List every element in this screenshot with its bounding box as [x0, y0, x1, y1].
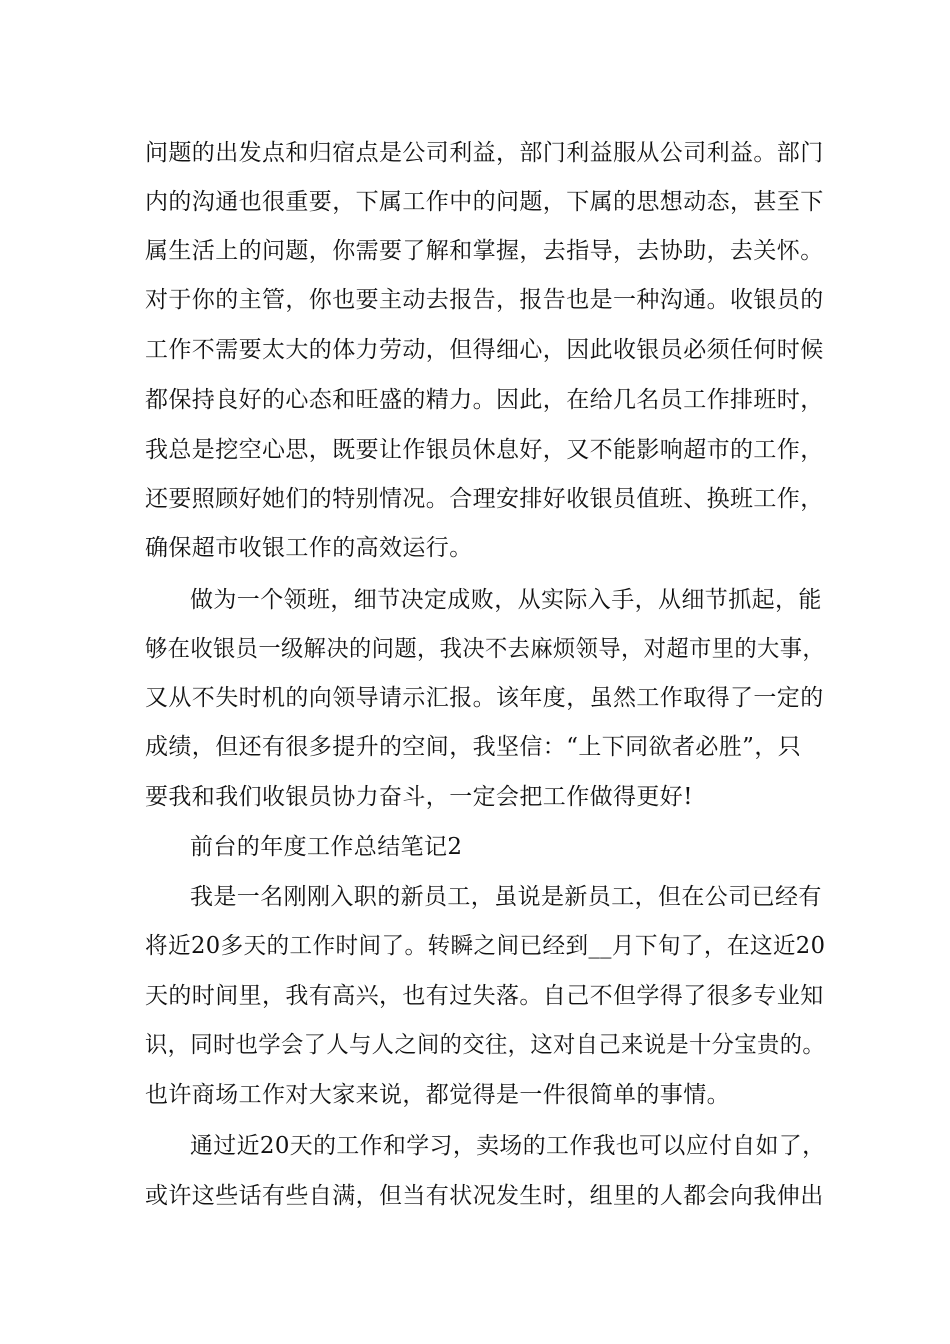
text-line: 将近20多天的工作时间了。转瞬之间已经到__月下旬了，在这近20: [145, 933, 826, 959]
text-line: 问题的出发点和归宿点是公司利益，部门利益服从公司利益。部门: [145, 140, 824, 166]
text-line: 我是一名刚刚入职的新员工，虽说是新员工，但在公司已经有: [190, 884, 822, 910]
section-heading: 前台的年度工作总结笔记2: [190, 834, 463, 860]
text-line: 或许这些话有些自满，但当有状况发生时，组里的人都会向我伸出: [145, 1183, 824, 1209]
text-line: 识，同时也学会了人与人之间的交往，这对自己来说是十分宝贵的。: [145, 1032, 826, 1058]
text-line: 成绩，但还有很多提升的空间，我坚信：“上下同欲者必胜”，只: [145, 734, 802, 760]
text-line: 天的时间里，我有高兴，也有过失落。自己不但学得了很多专业知: [145, 983, 824, 1009]
text-line: 对于你的主管，你也要主动去报告，报告也是一种沟通。收银员的: [145, 287, 824, 313]
text-line: 确保超市收银工作的高效运行。: [145, 535, 473, 561]
text-line: 又从不失时机的向领导请示汇报。该年度，虽然工作取得了一定的: [145, 685, 824, 711]
text-line: 还要照顾好她们的特别情况。合理安排好收银员值班、换班工作，: [145, 486, 824, 512]
text-line: 做为一个领班，细节决定成败，从实际入手，从细节抓起，能: [190, 587, 822, 613]
text-line: 也许商场工作对大家来说，都觉得是一件很简单的事情。: [145, 1082, 730, 1108]
text-line: 通过近20天的工作和学习，卖场的工作我也可以应付自如了，: [190, 1133, 826, 1159]
text-line: 够在收银员一级解决的问题，我决不去麻烦领导，对超市里的大事，: [145, 636, 826, 662]
text-line: 我总是挖空心思，既要让作银员休息好，又不能影响超市的工作，: [145, 437, 824, 463]
text-line: 内的沟通也很重要，下属工作中的问题，下属的思想动态，甚至下: [145, 189, 824, 215]
text-line: 工作不需要太大的体力劳动，但得细心，因此收银员必须任何时候: [145, 337, 824, 363]
text-line: 属生活上的问题，你需要了解和掌握，去指导，去协助，去关怀。: [145, 238, 824, 264]
text-line: 都保持良好的心态和旺盛的精力。因此，在给几名员工作排班时，: [145, 387, 824, 413]
text-line: 要我和我们收银员协力奋斗，一定会把工作做得更好!: [145, 784, 693, 810]
